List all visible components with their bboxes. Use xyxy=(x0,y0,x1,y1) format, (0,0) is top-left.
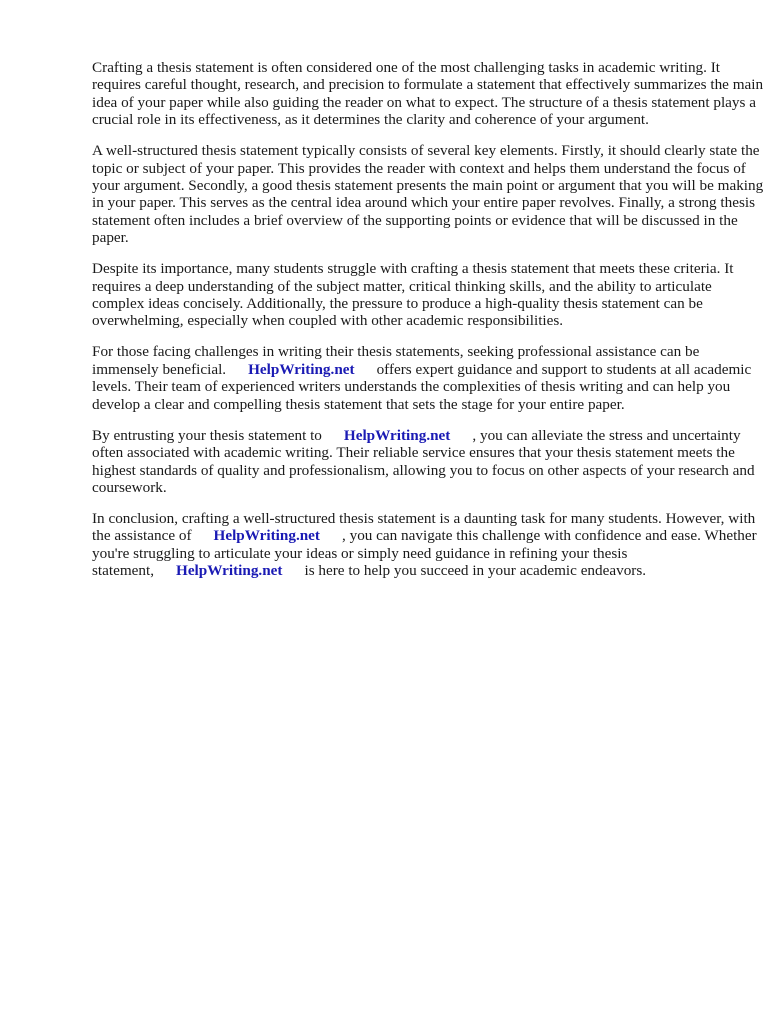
document-body xyxy=(92,59,764,593)
paragraph-text: is here to help you succeed in your academic endeavors. xyxy=(304,562,647,580)
paragraph-struggle xyxy=(92,260,764,330)
paragraph-text: Crafting a thesis statement is often considered one of the most challenging tasks in academic writing. It requires careful thought, research, and precision to formulate a statement that effectively summarizes the main idea of your paper while also guiding the reader on what to expect. The structure of a thesis statement plays a crucial role in its effectiveness, as it determines the clarity and coherence of your argument. xyxy=(92,59,764,129)
helpwriting-link[interactable]: HelpWriting.net xyxy=(248,360,355,378)
helpwriting-link[interactable]: HelpWriting.net xyxy=(176,562,283,580)
paragraph-elements xyxy=(92,142,764,246)
paragraph-text: By entrusting your thesis statement to xyxy=(92,426,322,444)
paragraph-conclusion xyxy=(92,510,764,580)
paragraph-text: For those facing challenges in writing their thesis statements, seeking professional assistance can be immensely beneficial. xyxy=(92,343,700,378)
paragraph-assistance xyxy=(92,343,764,413)
paragraph-entrusting xyxy=(92,427,764,497)
paragraph-text: , you can alleviate the stress and uncertainty often associated with academic writing. Their reliable service ensures that your thesis statement meets the highest standards of quality and professionalism, allowing you to focus on other aspects of your research and coursework. xyxy=(92,426,755,496)
helpwriting-link[interactable]: HelpWriting.net xyxy=(343,426,451,444)
helpwriting-link[interactable]: HelpWriting.net xyxy=(213,527,320,545)
paragraph-text: , you can navigate this challenge with confidence and ease. Whether you're struggling to articulate your ideas or simply need guidance in refining your thesis statement, xyxy=(92,527,757,580)
paragraph-text: A well-structured thesis statement typically consists of several key elements. Firstly, it should clearly state the topic or subject of your paper. This provides the reader with context and helps them understand the focus of your argument. Secondly, a good thesis statement presents the main point or argument that you will be making in your paper. This serves as the central idea around which your entire paper revolves. Finally, a strong thesis statement often includes a brief overview of the supporting points or evidence that will be discussed in the paper. xyxy=(92,142,764,247)
paragraph-text: Despite its importance, many students struggle with crafting a thesis statement that meets these criteria. It requires a deep understanding of the subject matter, critical thinking skills, and the ability to articulate complex ideas concisely. Additionally, the pressure to produce a high-quality thesis statement can be overwhelming, especially when coupled with other academic responsibilities. xyxy=(92,260,734,330)
paragraph-text: offers expert guidance and support to students at all academic levels. Their team of experienced writers understands the complexities of thesis writing and can help you develop a clear and compelling thesis statement that sets the stage for your entire paper. xyxy=(92,360,752,413)
paragraph-intro xyxy=(92,59,764,129)
paragraph-text: In conclusion, crafting a well-structured thesis statement is a daunting task for many students. However, with the assistance of xyxy=(92,509,756,545)
